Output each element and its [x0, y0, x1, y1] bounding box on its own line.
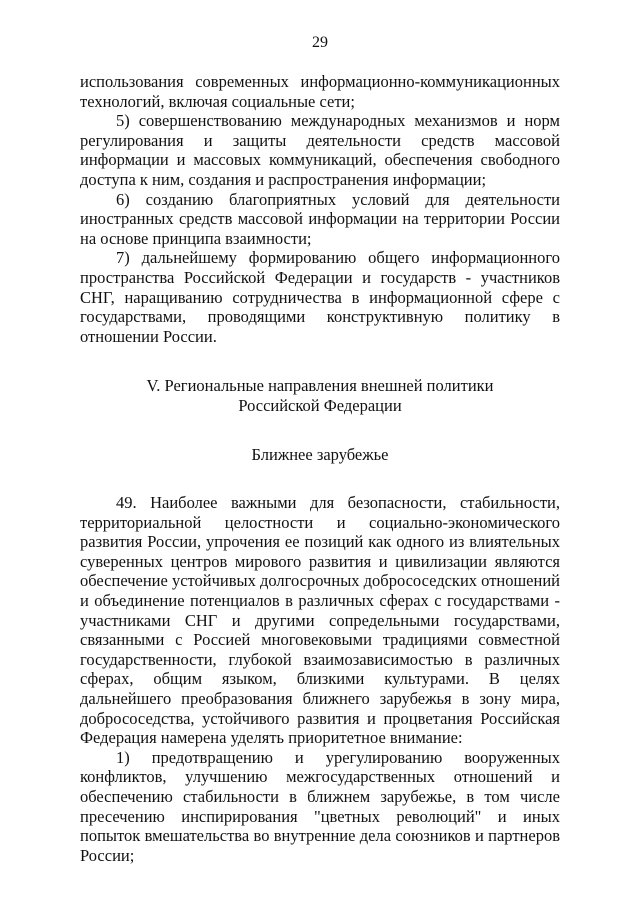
page-number: 29: [312, 34, 328, 51]
list-item-5: 5) совершенствованию международных механизмов и норм регулирования и защиты деятельности средств массовой информации и массовых коммуникаций, обеспечения свободного доступа к ним, создания и распространения информации;: [80, 111, 560, 189]
document-body: [80, 72, 560, 865]
list-item-6: 6) созданию благоприятных условий для деятельности иностранных средств массовой информации на территории России на основе принципа взаимности;: [80, 189, 560, 248]
section-title-line-1: V. Региональные направления внешней политики: [146, 376, 494, 396]
list-item-7: 7) дальнейшему формированию общего информационного пространства Российской Федерации и государств - участников СНГ, наращиванию сотрудничества в информационной сфере с государствами, проводящими конструктивную политику в отношении России.: [80, 248, 560, 346]
list-item-1: 1) предотвращению и урегулированию вооруженных конфликтов, улучшению межгосударственных отношений и обеспечению стабильности в ближнем зарубежье, в том числе пресечению инспирирования "цветных революций" и иных попыток вмешательства во внутренние дела союзников и партнеров России;: [80, 747, 560, 865]
section-title-line-2: Российской Федерации: [238, 395, 402, 415]
section-title: [80, 376, 560, 415]
paragraph-49: 49. Наиболее важными для безопасности, стабильности, территориальной целостности и социально-экономического развития России, упрочения ее позиций как одного из влиятельных суверенных центров мирового развития и цивилизации являются обеспечение устойчивых долгосрочных добрососедских отношений и объединение потенциалов в различных сферах с государствами - участниками СНГ и другими сопредельными государствами, связанными с Россией многовековыми традициями совместной государственности, глубокой взаимозависимостью в различных сферах, общим языком, близкими культурами. В целях дальнейшего преобразования ближнего зарубежья в зону мира, добрососедства, устойчивого развития и процветания Российская Федерация намерена уделять приоритетное внимание:: [80, 493, 560, 748]
paragraph-continuation: использования современных информационно-коммуникационных технологий, включая социальные сети;: [80, 72, 560, 111]
section-subtitle: Ближнее зарубежье: [251, 444, 389, 464]
